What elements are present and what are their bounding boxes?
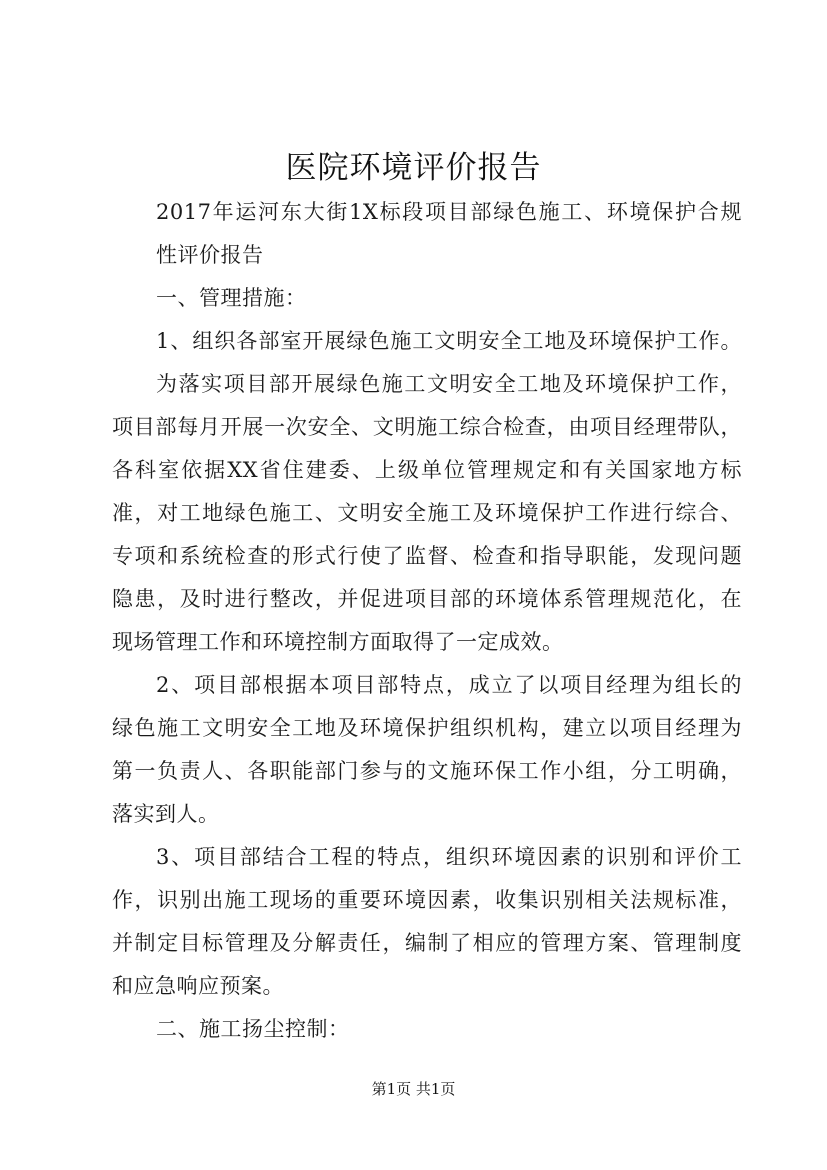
body-line: 1、组织各部室开展绿色施工文明安全工地及环境保护工作。 xyxy=(156,329,742,353)
body-line: 作，识别出施工现场的重要环境因素，收集识别相关法规标准， xyxy=(112,888,742,912)
body-line: 为落实项目部开展绿色施工文明安全工地及环境保护工作， xyxy=(156,372,742,396)
body-line: 各科室依据XX省住建委、上级单位管理规定和有关国家地方标 xyxy=(112,458,742,482)
body-line: 并制定目标管理及分解责任，编制了相应的管理方案、管理制度 xyxy=(112,931,742,955)
body-line: 2017年运河东大街1X标段项目部绿色施工、环境保护合规 xyxy=(156,200,742,224)
section-heading: 二、施工扬尘控制： xyxy=(156,1017,350,1041)
body-line: 2、项目部根据本项目部特点，成立了以项目经理为组长的 xyxy=(156,673,742,697)
body-line: 隐患，及时进行整改，并促进项目部的环境体系管理规范化，在 xyxy=(112,587,742,611)
body-line: 专项和系统检查的形式行使了监督、检查和指导职能，发现问题 xyxy=(112,544,742,568)
body-line: 现场管理工作和环境控制方面取得了一定成效。 xyxy=(112,630,564,654)
body-line: 绿色施工文明安全工地及环境保护组织机构，建立以项目经理为 xyxy=(112,716,742,740)
body-line: 和应急响应预案。 xyxy=(112,974,284,998)
page-title: 医院环境评价报告 xyxy=(285,150,542,186)
body-line: 第一负责人、各职能部门参与的文施环保工作小组，分工明确， xyxy=(112,759,742,783)
body-line: 3、项目部结合工程的特点，组织环境因素的识别和评价工 xyxy=(156,845,742,869)
body-line: 性评价报告 xyxy=(156,243,264,267)
body-line: 项目部每月开展一次安全、文明施工综合检查，由项目经理带队， xyxy=(112,415,742,439)
body-line: 落实到人。 xyxy=(112,802,220,826)
section-heading: 一、管理措施： xyxy=(156,286,307,310)
page-footer: 第1页 共1页 xyxy=(371,1080,456,1098)
body-line: 准，对工地绿色施工、文明安全施工及环境保护工作进行综合、 xyxy=(112,501,742,525)
